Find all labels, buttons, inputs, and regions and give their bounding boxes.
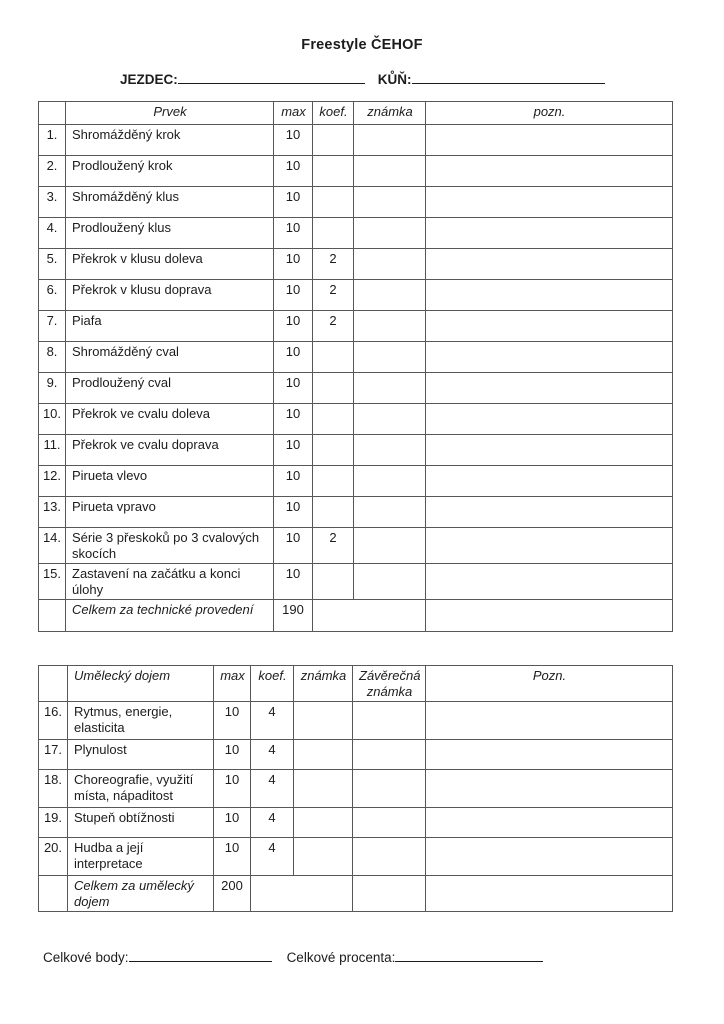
artistic-header-row [39, 666, 673, 702]
koef-cell [313, 435, 354, 466]
koef-cell: 4 [251, 740, 294, 770]
element-name-cell: Překrok ve cvalu doprava [66, 435, 274, 466]
element-name-cell: Překrok v klusu doprava [66, 280, 274, 311]
pozn-cell[interactable] [426, 838, 673, 876]
table-row [39, 435, 673, 466]
table-row [39, 249, 673, 280]
artistic-table [38, 665, 673, 912]
total-merged-score-cell[interactable] [313, 600, 426, 632]
znamka-cell[interactable] [294, 740, 353, 770]
pozn-cell[interactable] [426, 187, 673, 218]
koef-cell [313, 342, 354, 373]
pozn-cell[interactable] [426, 528, 673, 564]
pozn-cell[interactable] [426, 600, 673, 632]
max-cell: 10 [214, 740, 251, 770]
row-number-cell: 11. [39, 435, 66, 466]
pozn-cell[interactable] [426, 156, 673, 187]
num-header [39, 102, 66, 125]
max-cell: 10 [274, 187, 313, 218]
znamka-cell[interactable] [354, 280, 426, 311]
final-mark-cell[interactable] [353, 770, 426, 808]
artistic-impression-header: Umělecký dojem [68, 666, 214, 702]
rider-blank-line[interactable] [178, 71, 365, 84]
pozn-cell[interactable] [426, 280, 673, 311]
pozn-cell[interactable] [426, 249, 673, 280]
final-mark-cell[interactable] [353, 808, 426, 838]
table-row [39, 311, 673, 342]
table-row [39, 770, 673, 808]
row-number-cell: 14. [39, 528, 66, 564]
row-number-cell: 3. [39, 187, 66, 218]
technical-total-max: 190 [274, 600, 313, 632]
max-cell: 10 [274, 528, 313, 564]
pozn-header: pozn. [426, 102, 673, 125]
criterion-name-cell: Stupeň obtížnosti [68, 808, 214, 838]
identification-line [120, 71, 724, 87]
table-row [39, 156, 673, 187]
technical-total-row [39, 600, 673, 632]
pozn-cell[interactable] [426, 770, 673, 808]
max-cell: 10 [274, 466, 313, 497]
znamka-cell[interactable] [354, 435, 426, 466]
row-number-cell: 13. [39, 497, 66, 528]
koef-cell [313, 218, 354, 249]
max-cell: 10 [274, 156, 313, 187]
table-row [39, 280, 673, 311]
row-number-cell: 5. [39, 249, 66, 280]
technical-header-row [39, 102, 673, 125]
element-name-cell: Prodloužený krok [66, 156, 274, 187]
row-number-cell: 15. [39, 564, 66, 600]
pozn-cell[interactable] [426, 740, 673, 770]
table-row [39, 564, 673, 600]
artistic-total-row [39, 876, 673, 912]
pozn-cell[interactable] [426, 218, 673, 249]
koef-header: koef. [313, 102, 354, 125]
total-points-blank-line[interactable] [129, 949, 272, 962]
znamka-cell[interactable] [354, 466, 426, 497]
max-cell: 10 [274, 125, 313, 156]
row-number-cell: 18. [39, 770, 68, 808]
rider-label: JEZDEC: [120, 72, 178, 87]
max-cell: 10 [214, 770, 251, 808]
total-percent-label: Celkové procenta: [286, 950, 396, 965]
element-name-cell: Pirueta vlevo [66, 466, 274, 497]
max-cell: 10 [214, 808, 251, 838]
table-row [39, 528, 673, 564]
pozn-cell[interactable] [426, 311, 673, 342]
koef-cell: 4 [251, 838, 294, 876]
znamka-header: známka [354, 102, 426, 125]
max-cell: 10 [214, 838, 251, 876]
final-mark-cell[interactable] [353, 740, 426, 770]
total-merged-score-cell[interactable] [251, 876, 353, 912]
koef-cell: 4 [251, 702, 294, 740]
max-cell: 10 [274, 564, 313, 600]
pozn-cell[interactable] [426, 342, 673, 373]
pozn-cell[interactable] [426, 125, 673, 156]
row-number-cell: 19. [39, 808, 68, 838]
table-row [39, 342, 673, 373]
table-row [39, 740, 673, 770]
pozn-cell[interactable] [426, 373, 673, 404]
element-name-cell: Prodloužený cval [66, 373, 274, 404]
element-name-cell: Piafa [66, 311, 274, 342]
koef-cell: 2 [313, 249, 354, 280]
koef-cell: 2 [313, 280, 354, 311]
row-number-cell: 17. [39, 740, 68, 770]
max-cell: 10 [274, 218, 313, 249]
element-name-cell: Shromážděný klus [66, 187, 274, 218]
table-row [39, 466, 673, 497]
row-number-cell: 9. [39, 373, 66, 404]
criterion-name-cell: Hudba a její interpretace [68, 838, 214, 876]
criterion-name-cell: Plynulost [68, 740, 214, 770]
horse-blank-line[interactable] [412, 71, 605, 84]
element-name-cell: Série 3 přeskoků po 3 cvalových skocích [66, 528, 274, 564]
table-row [39, 187, 673, 218]
row-number-cell [39, 600, 66, 632]
table-row [39, 218, 673, 249]
max-header: max [274, 102, 313, 125]
koef-cell [313, 466, 354, 497]
page-title: Freestyle ČEHOF [301, 37, 423, 53]
pozn-cell[interactable] [426, 404, 673, 435]
max-header: max [214, 666, 251, 702]
num-header [39, 666, 68, 702]
koef-cell [313, 187, 354, 218]
technical-total-label: Celkem za technické provedení [66, 600, 274, 632]
criterion-name-cell: Choreografie, využití místa, nápaditost [68, 770, 214, 808]
znamka-header: známka [294, 666, 353, 702]
pozn-cell[interactable] [426, 466, 673, 497]
row-number-cell: 4. [39, 218, 66, 249]
row-number-cell: 1. [39, 125, 66, 156]
element-name-cell: Shromážděný krok [66, 125, 274, 156]
prvek-header: Prvek [66, 102, 274, 125]
pozn-header: Pozn. [426, 666, 673, 702]
element-name-cell: Překrok ve cvalu doleva [66, 404, 274, 435]
criterion-name-cell: Rytmus, energie, elasticita [68, 702, 214, 740]
element-name-cell: Pirueta vpravo [66, 497, 274, 528]
pozn-cell[interactable] [426, 876, 673, 912]
znamka-cell[interactable] [354, 125, 426, 156]
koef-cell [313, 156, 354, 187]
table-row [39, 497, 673, 528]
totals-line [43, 949, 724, 965]
koef-header: koef. [251, 666, 294, 702]
element-name-cell: Shromážděný cval [66, 342, 274, 373]
znamka-cell[interactable] [354, 311, 426, 342]
max-cell: 10 [274, 311, 313, 342]
row-number-cell: 10. [39, 404, 66, 435]
table-row [39, 373, 673, 404]
table-row [39, 125, 673, 156]
koef-cell: 4 [251, 770, 294, 808]
table-row [39, 702, 673, 740]
artistic-total-label: Celkem za umělecký dojem [68, 876, 214, 912]
znamka-cell[interactable] [354, 187, 426, 218]
row-number-cell: 2. [39, 156, 66, 187]
total-percent-blank-line[interactable] [395, 949, 543, 962]
max-cell: 10 [274, 280, 313, 311]
table-row [39, 404, 673, 435]
artistic-total-max: 200 [214, 876, 251, 912]
final-mark-cell[interactable] [353, 702, 426, 740]
max-cell: 10 [214, 702, 251, 740]
row-number-cell: 6. [39, 280, 66, 311]
row-number-cell [39, 876, 68, 912]
max-cell: 10 [274, 404, 313, 435]
max-cell: 10 [274, 249, 313, 280]
znamka-cell[interactable] [354, 404, 426, 435]
table-row [39, 808, 673, 838]
horse-label: KŮŇ: [377, 72, 412, 87]
znamka-cell[interactable] [354, 218, 426, 249]
pozn-cell[interactable] [426, 564, 673, 600]
final-mark-cell[interactable] [353, 876, 426, 912]
znamka-cell[interactable] [354, 564, 426, 600]
max-cell: 10 [274, 435, 313, 466]
znamka-cell[interactable] [294, 808, 353, 838]
koef-cell [313, 125, 354, 156]
element-name-cell: Překrok v klusu doleva [66, 249, 274, 280]
final-mark-cell[interactable] [353, 838, 426, 876]
element-name-cell: Zastavení na začátku a konci úlohy [66, 564, 274, 600]
znamka-cell[interactable] [354, 373, 426, 404]
row-number-cell: 12. [39, 466, 66, 497]
max-cell: 10 [274, 342, 313, 373]
max-cell: 10 [274, 497, 313, 528]
znamka-cell[interactable] [294, 770, 353, 808]
table-row [39, 838, 673, 876]
row-number-cell: 8. [39, 342, 66, 373]
znamka-cell[interactable] [354, 497, 426, 528]
pozn-cell[interactable] [426, 435, 673, 466]
koef-cell: 4 [251, 808, 294, 838]
znamka-cell[interactable] [294, 702, 353, 740]
pozn-cell[interactable] [426, 497, 673, 528]
koef-cell: 2 [313, 528, 354, 564]
technical-table [38, 101, 673, 632]
element-name-cell: Prodloužený klus [66, 218, 274, 249]
total-points-label: Celkové body: [43, 950, 129, 965]
koef-cell [313, 564, 354, 600]
koef-cell [313, 497, 354, 528]
row-number-cell: 7. [39, 311, 66, 342]
row-number-cell: 20. [39, 838, 68, 876]
znamka-cell[interactable] [354, 249, 426, 280]
znamka-cell[interactable] [354, 156, 426, 187]
znamka-cell[interactable] [294, 838, 353, 876]
pozn-cell[interactable] [426, 702, 673, 740]
pozn-cell[interactable] [426, 808, 673, 838]
final-mark-header: Závěrečná známka [353, 666, 426, 702]
max-cell: 10 [274, 373, 313, 404]
koef-cell [313, 404, 354, 435]
row-number-cell: 16. [39, 702, 68, 740]
znamka-cell[interactable] [354, 342, 426, 373]
znamka-cell[interactable] [354, 528, 426, 564]
koef-cell [313, 373, 354, 404]
koef-cell: 2 [313, 311, 354, 342]
